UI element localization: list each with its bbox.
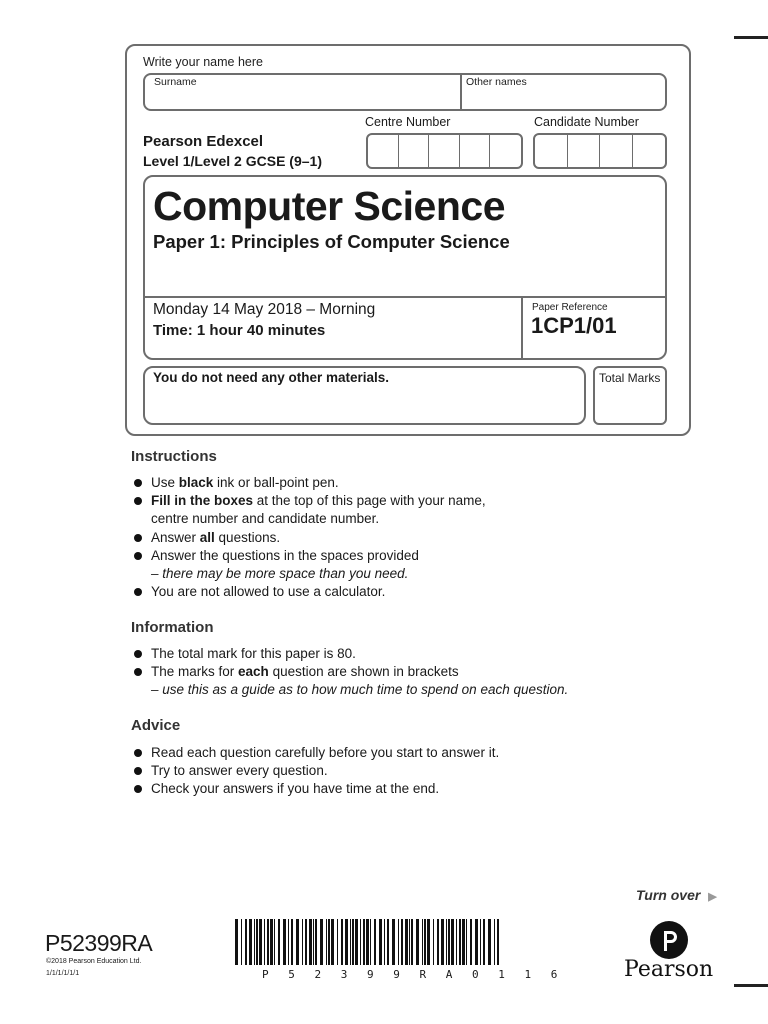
margin-mark-bottom xyxy=(734,984,768,987)
information-heading: Information xyxy=(131,619,214,636)
barcode-bar xyxy=(259,919,262,965)
centre-number-cell[interactable] xyxy=(399,135,430,167)
barcode-bar xyxy=(328,919,330,965)
barcode-bar xyxy=(283,919,286,965)
barcode-bar xyxy=(433,919,434,965)
barcode-bar xyxy=(245,919,247,965)
barcode-bar xyxy=(379,919,382,965)
barcode-bar xyxy=(422,919,423,965)
turn-over-label: Turn over xyxy=(636,887,701,903)
barcode-bar xyxy=(409,919,410,965)
list-item: Check your answers if you have time at the end. xyxy=(131,780,499,798)
barcode-bar xyxy=(241,919,242,965)
barcode-bar xyxy=(387,919,389,965)
barcode-bar xyxy=(235,919,238,965)
barcode-bar xyxy=(451,919,454,965)
barcode-bar xyxy=(401,919,403,965)
barcode-bar xyxy=(309,919,312,965)
name-box[interactable] xyxy=(143,73,667,111)
barcode-bar xyxy=(405,919,408,965)
margin-mark-top xyxy=(734,36,768,39)
list-item: Fill in the boxes at the top of this page with your name, centre number and candidate number. xyxy=(131,492,486,528)
barcode-bar xyxy=(315,919,317,965)
exam-time: Time: 1 hour 40 minutes xyxy=(153,322,326,339)
paper-code: P52399RA xyxy=(45,930,153,956)
copyright: ©2018 Pearson Education Ltd. xyxy=(46,958,142,965)
barcode-bar xyxy=(254,919,255,965)
barcode-bar xyxy=(296,919,299,965)
pearson-logo-text: Pearson xyxy=(624,957,714,982)
information-list xyxy=(131,645,568,700)
centre-number-cell[interactable] xyxy=(368,135,399,167)
paper-title: Paper 1: Principles of Computer Science xyxy=(153,231,510,252)
barcode-bar xyxy=(459,919,461,965)
barcode-bar xyxy=(366,919,369,965)
barcode-bar xyxy=(446,919,447,965)
candidate-number-cell[interactable] xyxy=(600,135,633,167)
title-box-vdivider xyxy=(521,297,523,359)
barcode-bar xyxy=(337,919,338,965)
barcode-bar xyxy=(374,919,376,965)
barcode-bar xyxy=(448,919,450,965)
total-marks-label: Total Marks xyxy=(599,371,661,385)
barcode-bar xyxy=(331,919,334,965)
list-item: Answer all questions. xyxy=(131,529,486,547)
barcode-bar xyxy=(249,919,252,965)
candidate-number-cell[interactable] xyxy=(535,135,568,167)
name-box-divider xyxy=(460,74,462,110)
barcode-bar xyxy=(424,919,426,965)
barcode-bar xyxy=(288,919,289,965)
barcode-bar xyxy=(345,919,348,965)
list-item: Answer the questions in the spaces provided – there may be more space than you need. xyxy=(131,547,486,583)
barcode-bar xyxy=(270,919,273,965)
barcode-bar xyxy=(427,919,430,965)
centre-number-cell[interactable] xyxy=(490,135,521,167)
candidate-number-label: Candidate Number xyxy=(534,115,639,129)
barcode-bar xyxy=(291,919,293,965)
barcode-bar xyxy=(302,919,303,965)
centre-number-boxes[interactable] xyxy=(366,133,523,169)
barcode-bar xyxy=(370,919,371,965)
centre-number-label: Centre Number xyxy=(365,115,451,129)
barcode-bar xyxy=(313,919,314,965)
title-box-divider xyxy=(144,296,666,298)
barcode-bar xyxy=(494,919,495,965)
barcode-bar xyxy=(437,919,439,965)
list-item: Use black ink or ball-point pen. xyxy=(131,474,486,492)
centre-number-cell[interactable] xyxy=(429,135,460,167)
pearson-logo-icon xyxy=(649,920,689,960)
barcode-bar xyxy=(320,919,323,965)
paper-reference: 1CP1/01 xyxy=(531,313,617,338)
exam-level: Level 1/Level 2 GCSE (9–1) xyxy=(143,153,322,169)
materials-text: You do not need any other materials. xyxy=(153,370,390,385)
barcode-bar xyxy=(466,919,467,965)
barcode-bar xyxy=(278,919,280,965)
barcode-bar xyxy=(352,919,354,965)
list-item: The marks for each question are shown in brackets – use this as a guide as to how much time to spend on each question. xyxy=(131,663,568,699)
barcode-bar xyxy=(363,919,365,965)
barcode-bar xyxy=(267,919,269,965)
barcode-bar xyxy=(480,919,481,965)
candidate-number-boxes[interactable] xyxy=(533,133,667,169)
exam-date: Monday 14 May 2018 – Morning xyxy=(153,301,376,318)
play-arrow-icon: ▶ xyxy=(708,891,717,903)
advice-list xyxy=(131,744,499,799)
write-name-label: Write your name here xyxy=(143,55,263,69)
barcode-bar xyxy=(384,919,385,965)
barcode-bar xyxy=(341,919,343,965)
candidate-number-cell[interactable] xyxy=(633,135,666,167)
barcode-bar xyxy=(475,919,478,965)
barcode-bar xyxy=(274,919,275,965)
list-item: Try to answer every question. xyxy=(131,762,499,780)
instructions-list xyxy=(131,474,486,601)
barcode-bar xyxy=(360,919,361,965)
paper-reference-label: Paper Reference xyxy=(532,302,608,313)
list-item: You are not allowed to use a calculator. xyxy=(131,583,486,601)
centre-number-cell[interactable] xyxy=(460,135,491,167)
barcode-bar xyxy=(411,919,413,965)
list-item: The total mark for this paper is 80. xyxy=(131,645,568,663)
barcode-bar xyxy=(416,919,419,965)
barcode xyxy=(233,919,505,967)
exam-board: Pearson Edexcel xyxy=(143,133,264,150)
barcode-bar xyxy=(398,919,399,965)
barcode-bar xyxy=(256,919,258,965)
advice-heading: Advice xyxy=(131,717,181,734)
barcode-bar xyxy=(264,919,265,965)
barcode-bar xyxy=(488,919,491,965)
barcode-bar xyxy=(462,919,465,965)
barcode-text: P 5 2 3 9 9 R A 0 1 1 6 xyxy=(262,968,564,981)
barcode-bar xyxy=(392,919,395,965)
surname-label: Surname xyxy=(154,76,197,88)
barcode-bar xyxy=(326,919,327,965)
turn-over xyxy=(636,887,717,903)
barcode-bar xyxy=(483,919,485,965)
list-item: Read each question carefully before you start to answer it. xyxy=(131,744,499,762)
barcode-bar xyxy=(305,919,307,965)
barcode-bar xyxy=(355,919,358,965)
subject-title: Computer Science xyxy=(153,183,505,229)
barcode-bar xyxy=(456,919,457,965)
print-code: 1/1/1/1/1/1 xyxy=(46,970,80,977)
barcode-bar xyxy=(497,919,499,965)
candidate-number-cell[interactable] xyxy=(568,135,601,167)
other-names-label: Other names xyxy=(466,76,527,88)
barcode-bar xyxy=(470,919,472,965)
barcode-bar xyxy=(350,919,351,965)
instructions-heading: Instructions xyxy=(131,448,217,465)
barcode-bar xyxy=(441,919,444,965)
